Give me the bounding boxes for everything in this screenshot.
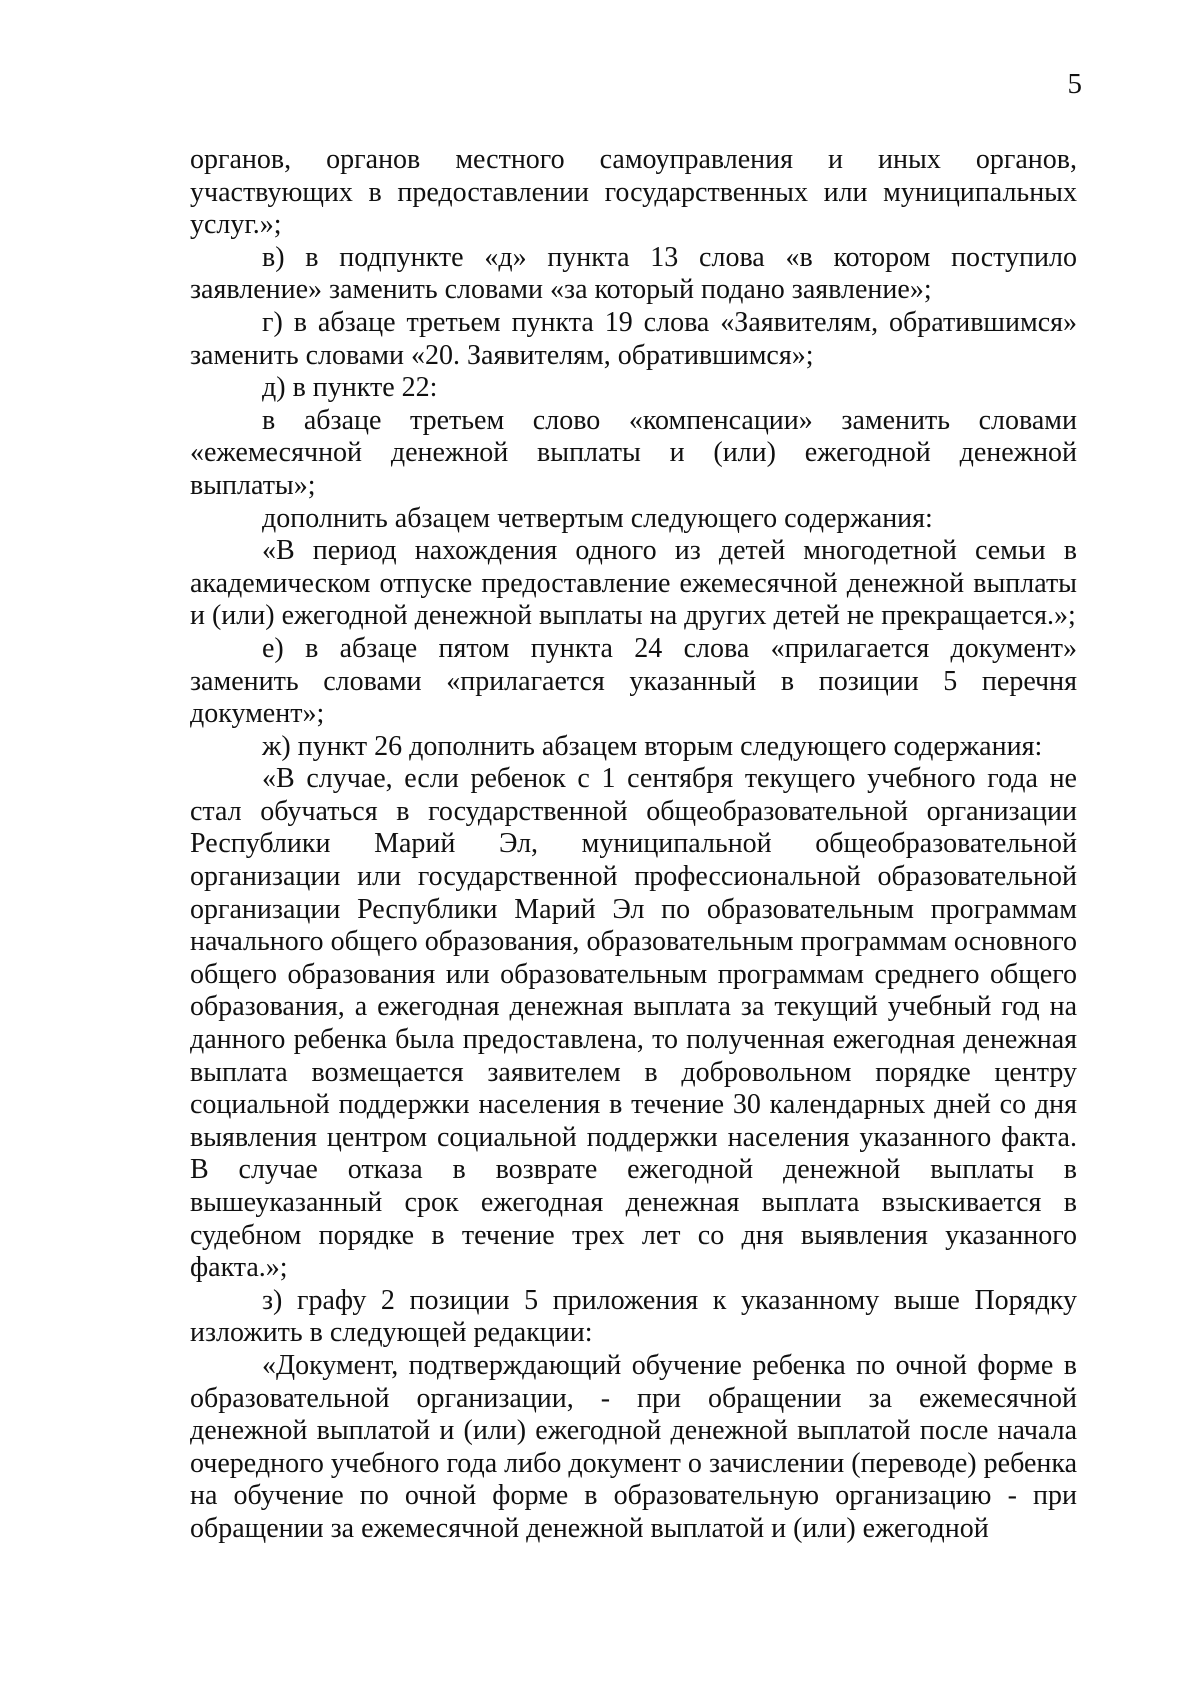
paragraph-8: е) в абзаце пятом пункта 24 слова «прилагается документ» заменить словами «прилагается указанный в позиции 5 перечня документ»; [190,632,1077,730]
page-number: 5 [1067,68,1082,100]
paragraph-1: органов, органов местного самоуправления и иных органов, участвующих в предоставлении государственных или муниципальных услуг.»; [190,144,1077,241]
paragraph-5: в абзаце третьем слово «компенсации» заменить словами «ежемесячной денежной выплаты и (или) ежегодной денежной выплаты»; [190,404,1077,501]
paragraph-6: дополнить абзацем четвертым следующего содержания: [262,502,933,534]
paragraph-10: «В случае, если ребенок с 1 сентября текущего учебного года не стал обучаться в государственной общеобразовательной организации Республики Марий Эл, муниципальной общеобразовательной организации или государственной профессиональной образовательной организации Республики Марий Эл по образовательным программам начального общего образования, образовательным программам основного общего образования или образовательным программам среднего общего образования, а ежегодная денежная выплата за текущий учебный год на данного ребенка была предоставлена, то полученная ежегодная денежная выплата возмещается заявителем в добровольном порядке центру социальной поддержки населения в течение 30 календарных дней со дня выявления центром социальной поддержки населения указанного факта. В случае отказа в возврате ежегодной денежной выплаты в вышеуказанный срок ежегодная денежная выплата взыскивается в судебном порядке в течение трех лет со дня выявления указанного факта.»; [190,763,1077,1284]
paragraph-3: г) в абзаце третьем пункта 19 слова «Заявителям, обратившимся» заменить словами «20. Заявителям, обратившимся»; [190,306,1077,371]
paragraph-11: з) графу 2 позиции 5 приложения к указанному выше Порядку изложить в следующей редакции: [190,1284,1077,1349]
paragraph-9: ж) пункт 26 дополнить абзацем вторым следующего содержания: [262,730,1043,762]
paragraph-7: «В период нахождения одного из детей многодетной семьи в академическом отпуске предоставление ежемесячной денежной выплаты и (или) ежегодной денежной выплаты на других детей не прекращается.»; [190,535,1077,632]
paragraph-2: в) в подпункте «д» пункта 13 слова «в котором поступило заявление» заменить словами «за который подано заявление»; [190,241,1077,306]
paragraph-4: д) в пункте 22: [262,372,438,404]
paragraph-12: «Документ, подтверждающий обучение ребенка по очной форме в образовательной организации, - при обращении за ежемесячной денежной выплатой и (или) ежегодной денежной выплатой после начала очередного учебного года либо документ о зачислении (переводе) ребенка на обучение по очной форме в образовательную организацию - при обращении за ежемесячной денежной выплатой и (или) ежегодной [190,1349,1077,1544]
document-body [190,144,1077,1546]
